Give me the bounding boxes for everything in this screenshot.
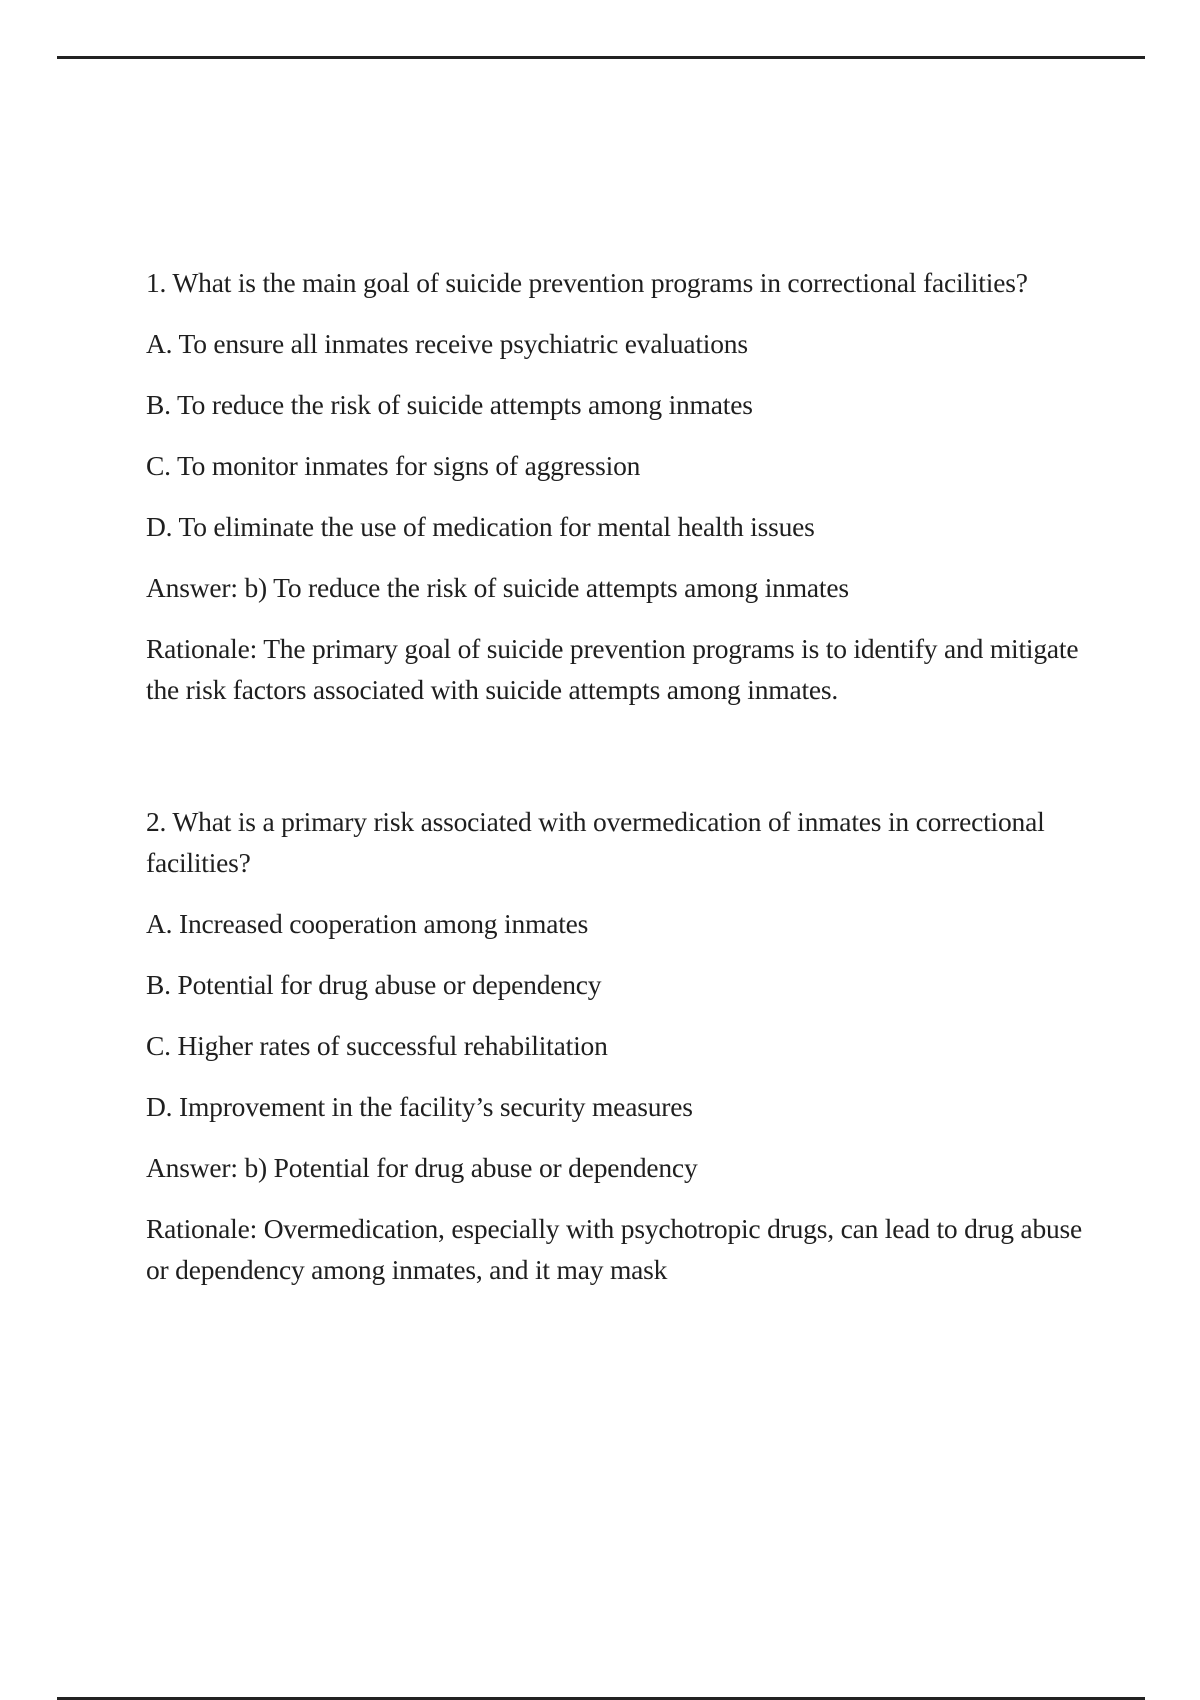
question-text: 1. What is the main goal of suicide prevention programs in correctional facilities? [146, 267, 1028, 298]
option-d: D. Improvement in the facility’s security measures [146, 1091, 693, 1122]
rationale-text: Rationale: Overmedication, especially with psychotropic drugs, can lead to drug abuse or dependency among inmates, and it may mask [146, 1213, 1083, 1285]
option-c: C. Higher rates of successful rehabilitation [146, 1030, 608, 1061]
rationale-text: Rationale: The primary goal of suicide prevention programs is to identify and mitigate the risk factors associated with suicide attempts among inmates. [146, 633, 1079, 705]
document-body [146, 262, 1106, 1290]
question-1 [146, 262, 1106, 710]
option-d: D. To eliminate the use of medication for mental health issues [146, 511, 815, 542]
header-rule [57, 56, 1145, 59]
question-2 [146, 801, 1106, 1290]
option-b: B. Potential for drug abuse or dependency [146, 969, 602, 1000]
option-c: C. To monitor inmates for signs of aggression [146, 450, 641, 481]
answer-text: Answer: b) To reduce the risk of suicide attempts among inmates [146, 572, 849, 603]
option-a: A. Increased cooperation among inmates [146, 908, 589, 939]
option-a: A. To ensure all inmates receive psychiatric evaluations [146, 328, 748, 359]
question-text: 2. What is a primary risk associated with overmedication of inmates in correctional facilities? [146, 806, 1045, 878]
answer-text: Answer: b) Potential for drug abuse or dependency [146, 1152, 698, 1183]
option-b: B. To reduce the risk of suicide attempts among inmates [146, 389, 753, 420]
